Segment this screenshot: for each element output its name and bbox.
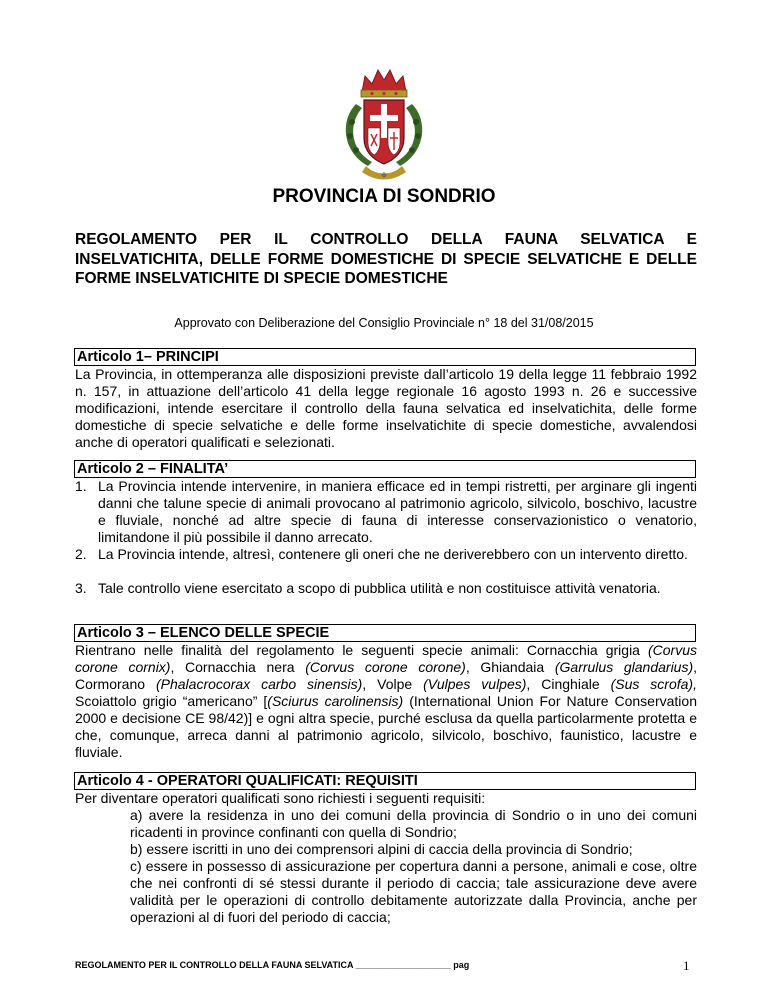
article-2-item: Tale controllo viene esercitato a scopo di pubblica utilità e non costituisce attività venatoria. — [98, 580, 661, 596]
shield-icon — [364, 100, 404, 164]
page-number: 1 — [683, 958, 690, 973]
article-2-item-number: 2. — [75, 546, 87, 562]
article-4-heading: Articolo 4 - OPERATORI QUALIFICATI: REQUISITI — [74, 772, 696, 790]
article-2-item-number: 1. — [75, 478, 87, 494]
article-4-requirement: c) essere in possesso di assicurazione per copertura danni a persone, animali e cose, oltre che nei confronti di sé stessi durante il periodo di caccia; tale assicurazione deve avere validità per le operazioni di controllo debitamente autorizzate dalla Provincia, anche per operazioni al di fuori del periodo di caccia; — [130, 858, 697, 925]
article-2-heading: Articolo 2 – FINALITA’ — [74, 460, 696, 478]
footer-running-title: REGOLAMENTO PER IL CONTROLLO DELLA FAUNA SELVATICA ___________________ pag — [75, 960, 470, 970]
article-4-requirement: b) essere iscritti in uno dei comprensori alpini di caccia della provincia di Sondrio; — [130, 841, 633, 857]
approval-note: Approvato con Deliberazione del Consiglio Provinciale n° 18 del 31/08/2015 — [174, 316, 594, 330]
crown-icon — [361, 70, 407, 97]
article-2-item: La Provincia intende intervenire, in maniera efficace ed in tempi ristretti, per arginare gli ingenti danni che talune specie di animali provocano al patrimonio agricolo, silvicolo, boschivo, lacustre e fluviale, nonché ad altre specie di fauna di interesse conservazionistico o venatorio, limitandone il più possibile il danno arrecato. — [98, 478, 697, 545]
article-2-item-number: 3. — [75, 580, 87, 596]
article-1-body: La Provincia, in ottemperanza alle disposizioni previste dall’articolo 19 della legge 11 febbraio 1992 n. 157, in attuazione dell’articolo 41 della legge regionale 16 agosto 1993 n. 26 e successive modificazioni, intende esercitare il controllo della fauna selvatica ed inselvatichita, delle forme domestiche di specie selvatiche e delle forme inselvatichite di specie domestiche, avvalendosi anche di operatori qualificati e selezionati. — [75, 366, 697, 450]
article-1-heading: Articolo 1– PRINCIPI — [74, 348, 696, 366]
provincial-coat-of-arms-logo — [334, 66, 434, 182]
regulation-title: REGOLAMENTO PER IL CONTROLLO DELLA FAUNA SELVATICA E INSELVATICHITA, DELLE FORME DOMESTICHE DI SPECIE SELVATICHE E DELLE FORME INSELVATICHITE DI SPECIE DOMESTICHE — [75, 231, 697, 287]
page-title: PROVINCIA DI SONDRIO — [272, 186, 496, 207]
article-3-body: Rientrano nelle finalità del regolamento le seguenti specie animali: Cornacchia grigia (Corvus corone cornix), Cornacchia nera (Corvus corone corone), Ghiandaia (Garrulus glandarius), Cormorano (Phalacrocorax carbo sinensis), Volpe (Vulpes vulpes), Cinghiale (Sus scrofa), Scoiattolo grigio “americano” [(Sciurus carolinensis) (International Union For Nature Conservation 2000 e decisione CE 98/42)] e ogni altra specie, purché esclusa da quella particolarmente protetta e che, comunque, arreca danni al patrimonio agricolo, silvicolo, boschivo, faunistico, lacustre e fluviale. — [75, 642, 698, 760]
article-3-heading: Articolo 3 – ELENCO DELLE SPECIE — [74, 624, 696, 642]
svg-text:✠: ✠ — [381, 172, 387, 179]
article-2-item: La Provincia intende, altresì, contenere gli oneri che ne deriverebbero con un intervento diretto. — [98, 546, 688, 562]
article-4-intro: Per diventare operatori qualificati sono richiesti i seguenti requisiti: — [75, 790, 486, 806]
ribbon-icon — [362, 166, 406, 180]
article-4-requirement: a) avere la residenza in uno dei comuni della provincia di Sondrio o in uno dei comuni ricadenti in province confinanti con quella di Sondrio; — [130, 807, 697, 840]
